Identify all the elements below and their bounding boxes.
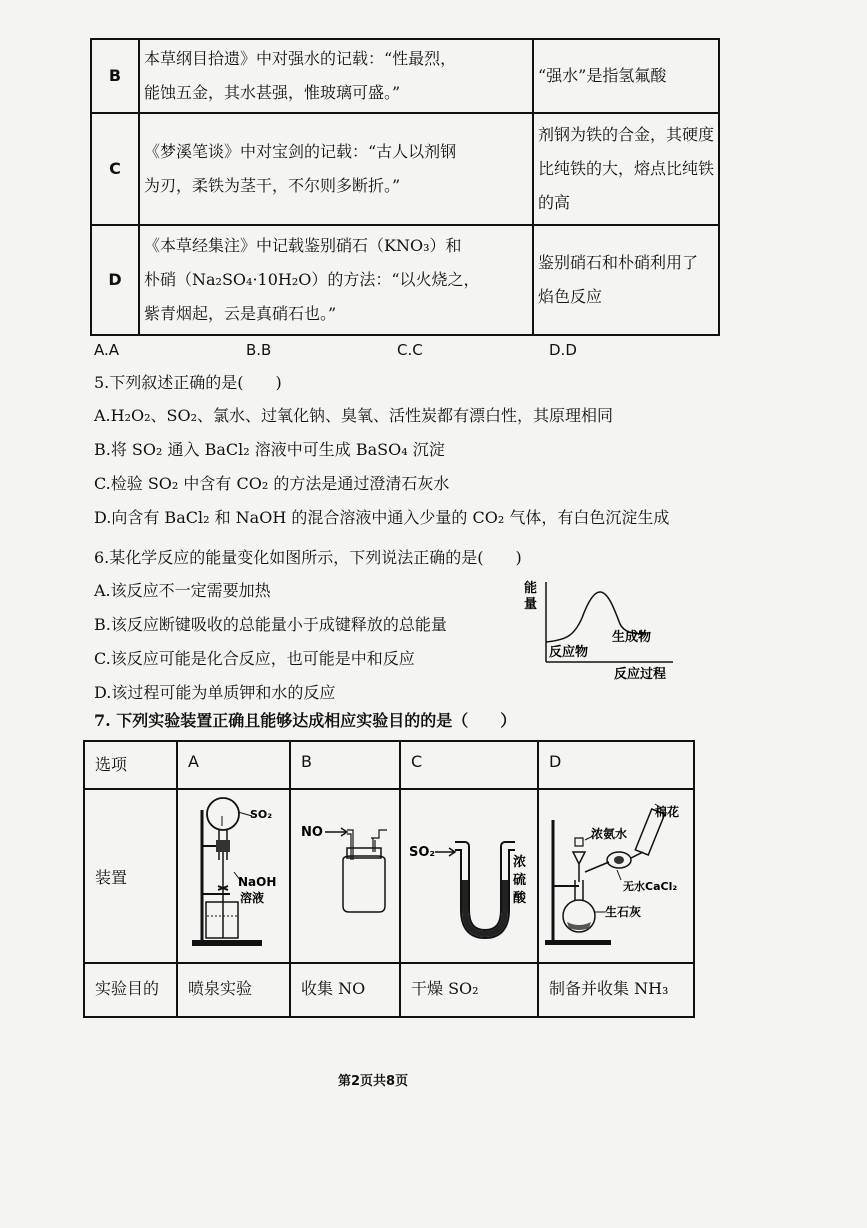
- table-row: [91, 225, 719, 335]
- table-row: [84, 741, 694, 789]
- conclusion-cell: [533, 113, 719, 225]
- u-tube-apparatus: [401, 790, 537, 958]
- q5-option-d[interactable]: D.向含有 BaCl₂ 和 NaOH 的混合溶液中通入少量的 CO₂ 气体，有白色沉淀生成: [94, 508, 670, 527]
- q7-option-c[interactable]: C: [411, 752, 423, 771]
- solution-label: 溶液: [240, 891, 265, 905]
- row-label: B: [91, 39, 139, 113]
- q7-table: [83, 740, 695, 1018]
- device-row-label: 装置: [95, 867, 128, 887]
- reaction-progress-label: 反应过程: [614, 667, 667, 682]
- option-header: 选项: [95, 755, 128, 774]
- energy-axis-label-1: 能: [524, 581, 538, 596]
- energy-axis-label-2: 量: [524, 597, 538, 612]
- conclusion-line: 的高: [538, 193, 571, 212]
- conclusion-line: 鉴别硝石和朴硝利用了: [538, 253, 699, 272]
- record-line: 为刃，柔铁为茎干，不尔则多断折。”: [144, 176, 401, 195]
- q6-option-c[interactable]: C.该反应可能是化合反应，也可能是中和反应: [94, 649, 415, 668]
- cotton-label: 棉花: [655, 805, 680, 819]
- record-cell: [139, 225, 533, 335]
- conc-acid-label-3: 酸: [513, 891, 527, 906]
- table-row: [91, 39, 719, 113]
- reactant-label: 反应物: [549, 645, 589, 660]
- record-line: 紫青烟起，云是真硝石也。”: [144, 304, 337, 323]
- q6-stem: 6.某化学反应的能量变化如图所示，下列说法正确的是( ): [94, 548, 522, 567]
- no-gas-label: NO: [301, 825, 323, 840]
- table-row: [84, 789, 694, 963]
- q7-stem: 7. 下列实验装置正确且能够达成相应实验目的的是（ ）: [94, 711, 517, 730]
- record-line: 能蚀五金，其水甚强，惟玻璃可盛。”: [144, 83, 401, 102]
- fountain-apparatus: [178, 790, 289, 958]
- record-line: 本草纲目拾遗》中对强水的记载：“性最烈，: [144, 49, 457, 68]
- q5-option-c[interactable]: C.检验 SO₂ 中含有 CO₂ 的方法是通过澄清石灰水: [94, 474, 450, 493]
- conclusion-line: “强水”是指氢氟酸: [538, 66, 667, 85]
- conclusion-cell: [533, 39, 719, 113]
- product-label: 生成物: [612, 630, 652, 645]
- q6-option-d[interactable]: D.该过程可能为单质钾和水的反应: [94, 683, 336, 702]
- goal-a: 喷泉实验: [188, 979, 253, 998]
- record-cell: [139, 39, 533, 113]
- row-label: D: [91, 225, 139, 335]
- fountain-gas-label: SO₂: [250, 808, 273, 821]
- conclusion-cell: [533, 225, 719, 335]
- q7-option-b[interactable]: B: [301, 752, 312, 771]
- naoh-label: NaOH: [238, 875, 277, 889]
- cacl2-label: 无水CaCl₂: [623, 880, 678, 893]
- q5-option-a[interactable]: A.H₂O₂、SO₂、氯水、过氧化钠、臭氧、活性炭都有漂白性，其原理相同: [94, 406, 614, 425]
- q6-option-a[interactable]: A.该反应不一定需要加热: [94, 581, 271, 600]
- goal-row-label: 实验目的: [95, 979, 160, 998]
- record-line: 《本草经集注》中记载鉴别硝石（KNO₃）和: [144, 236, 462, 255]
- q5-option-b[interactable]: B.将 SO₂ 通入 BaCl₂ 溶液中可生成 BaSO₄ 沉淀: [94, 440, 445, 459]
- ammonia-water-label: 浓氨水: [591, 827, 628, 841]
- gas-collection-apparatus: [291, 790, 399, 958]
- record-cell: [139, 113, 533, 225]
- goal-c: 干燥 SO₂: [411, 979, 479, 998]
- q4-option-a[interactable]: A.A: [94, 341, 120, 359]
- goal-b: 收集 NO: [301, 979, 366, 998]
- so2-gas-label: SO₂: [409, 845, 436, 860]
- quicklime-label: 生石灰: [605, 905, 642, 919]
- conc-acid-label-1: 浓: [513, 855, 527, 870]
- conc-acid-label-2: 硫: [513, 873, 527, 888]
- q7-option-a[interactable]: A: [188, 752, 199, 771]
- q7-option-d[interactable]: D: [549, 752, 562, 771]
- row-label: C: [91, 113, 139, 225]
- table-row: [84, 963, 694, 1017]
- page-footer: 第2页共8页: [338, 1074, 409, 1089]
- ammonia-apparatus: [539, 790, 693, 958]
- conclusion-line: 焰色反应: [538, 287, 603, 306]
- record-line: 《梦溪笔谈》中对宝剑的记载：“古人以剂钢: [144, 142, 457, 161]
- q4-option-c[interactable]: C.C: [397, 341, 423, 359]
- goal-d: 制备并收集 NH₃: [549, 979, 669, 998]
- conclusion-line: 剂钢为铁的合金，其硬度: [538, 125, 715, 144]
- table-row: [91, 113, 719, 225]
- energy-diagram: [518, 578, 678, 682]
- q5-stem: 5.下列叙述正确的是( ): [94, 373, 282, 392]
- q6-option-b[interactable]: B.该反应断键吸收的总能量小于成键释放的总能量: [94, 615, 447, 634]
- conclusion-line: 比纯铁的大，熔点比纯铁: [538, 159, 715, 178]
- record-line: 朴硝（Na₂SO₄·10H₂O）的方法：“以火烧之，: [144, 270, 480, 289]
- q4-table: [90, 38, 720, 336]
- q4-option-d[interactable]: D.D: [549, 341, 577, 359]
- q4-option-b[interactable]: B.B: [246, 341, 272, 359]
